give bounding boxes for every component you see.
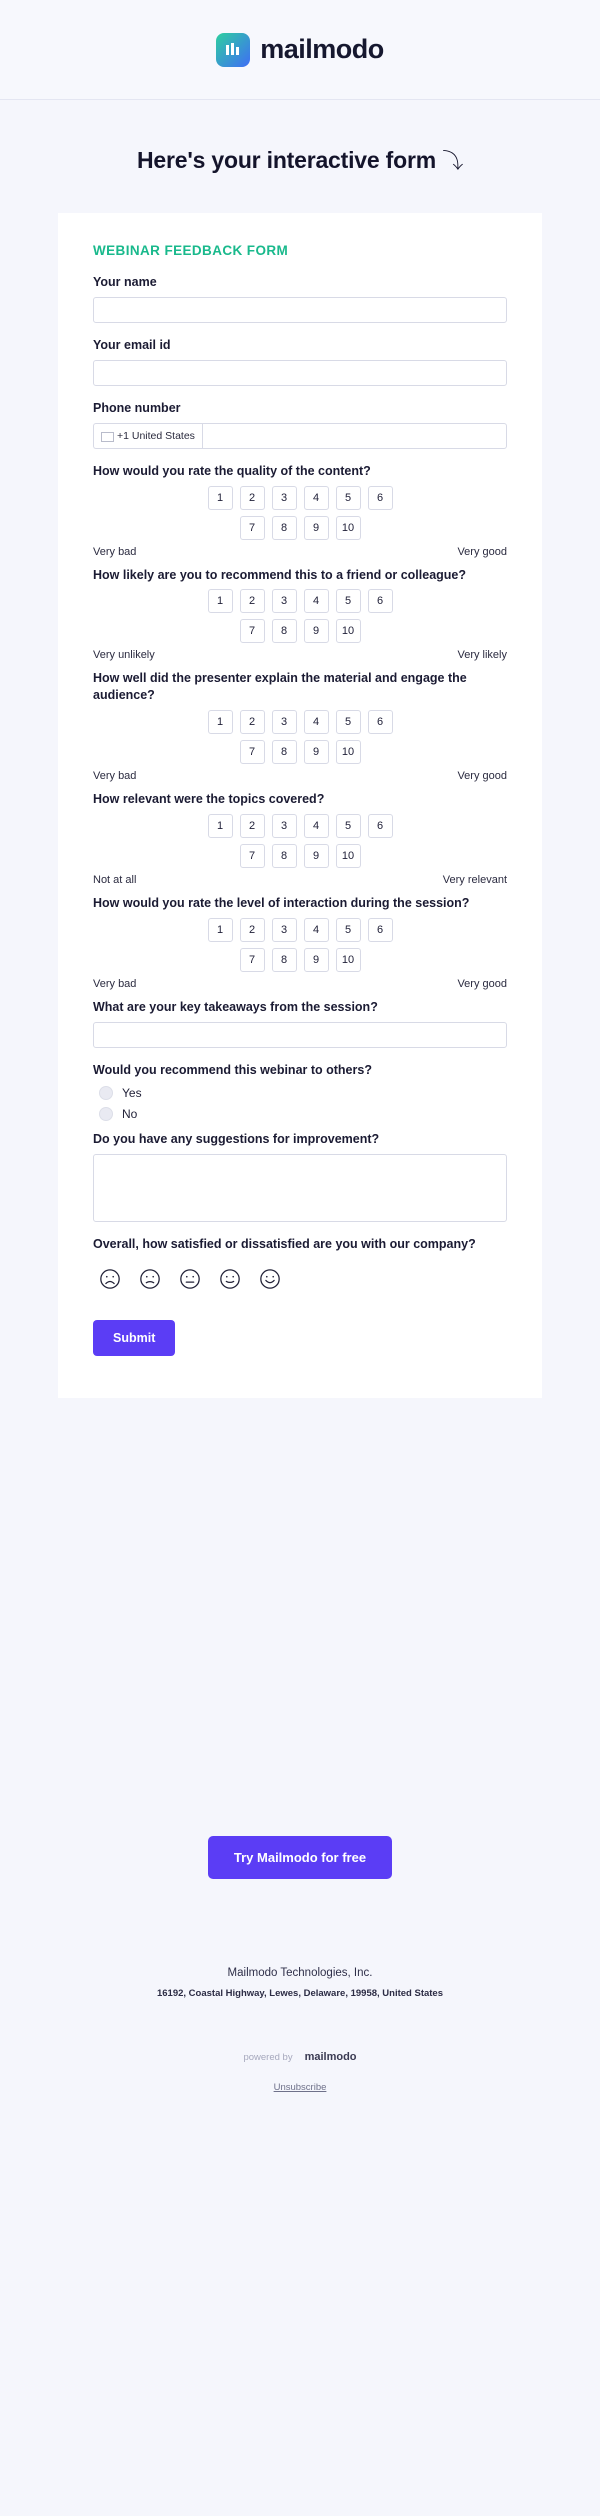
rating-option[interactable]: 6 (368, 710, 393, 734)
legend-low: Very bad (93, 545, 137, 558)
radio-button-icon[interactable] (99, 1086, 113, 1100)
rating-option[interactable]: 9 (304, 740, 329, 764)
rating-block-content-quality (93, 463, 507, 558)
satisfaction-label: Overall, how satisfied or dissatisfied are you with our company? (93, 1236, 476, 1251)
email-input[interactable] (93, 360, 507, 386)
rating-option[interactable]: 3 (272, 814, 297, 838)
phone-row (93, 423, 507, 449)
rating-block-interaction (93, 895, 507, 990)
rating-option[interactable]: 5 (336, 486, 361, 510)
rating-option[interactable]: 9 (304, 516, 329, 540)
try-mailmodo-button[interactable]: Try Mailmodo for free (208, 1836, 392, 1879)
rating-option[interactable]: 3 (272, 710, 297, 734)
rating-option[interactable]: 10 (336, 516, 361, 540)
rating-option[interactable]: 8 (272, 948, 297, 972)
rating-option[interactable]: 4 (304, 486, 329, 510)
rating-block-presenter (93, 670, 507, 782)
rating-option[interactable]: 5 (336, 918, 361, 942)
rating-row-top (93, 710, 507, 734)
powered-by-label: powered by (243, 2051, 293, 2063)
rating-option[interactable]: 2 (240, 589, 265, 613)
slightly-smiling-face-icon[interactable] (219, 1268, 241, 1290)
rating-row-top (93, 486, 507, 510)
rating-option[interactable]: 2 (240, 710, 265, 734)
rating-option[interactable]: 8 (272, 516, 297, 540)
powered-by (20, 2051, 580, 2063)
smiling-face-icon[interactable] (259, 1268, 281, 1290)
takeaways-input[interactable] (93, 1022, 507, 1048)
rating-label: How would you rate the level of interaction during the session? (93, 896, 470, 910)
rating-option[interactable]: 10 (336, 948, 361, 972)
legend-high: Very relevant (442, 874, 507, 886)
legend-low: Very unlikely (93, 649, 155, 662)
rating-label: How well did the presenter explain the material and engage the audience? (93, 671, 467, 703)
rating-option[interactable]: 6 (368, 589, 393, 613)
mailmodo-logo-icon (216, 33, 250, 67)
legend-low: Very bad (93, 977, 137, 990)
rating-row-top (93, 918, 507, 942)
radio-label: No (122, 1106, 138, 1121)
unsubscribe-link[interactable]: Unsubscribe (273, 2082, 327, 2094)
rating-option[interactable]: 5 (336, 814, 361, 838)
rating-option[interactable]: 6 (368, 918, 393, 942)
rating-label: How relevant were the topics covered? (93, 792, 325, 807)
rating-option[interactable]: 4 (304, 814, 329, 838)
rating-row-bottom (93, 516, 507, 540)
scale-legend (93, 649, 507, 661)
footer-company-name: Mailmodo Technologies, Inc. (227, 1967, 373, 1980)
rating-row-bottom (93, 948, 507, 972)
legend-low: Very bad (93, 770, 137, 783)
country-code-select[interactable] (93, 423, 202, 449)
page-title-text: Here's your interactive form (137, 147, 436, 173)
scale-legend (93, 770, 507, 782)
scale-legend (93, 978, 507, 990)
legend-high: Very good (457, 977, 507, 990)
name-input[interactable] (93, 297, 507, 323)
brand-lockup (216, 33, 384, 67)
rating-label: How would you rate the quality of the content? (93, 463, 371, 478)
rating-option[interactable]: 4 (304, 710, 329, 734)
brand-name: mailmodo (260, 34, 384, 64)
rating-option[interactable]: 2 (240, 814, 265, 838)
rating-row-top (93, 589, 507, 613)
rating-option[interactable]: 1 (208, 589, 233, 613)
rating-row-top (93, 814, 507, 838)
suggestions-label: Do you have any suggestions for improvement? (93, 1131, 380, 1146)
layout-spacer (0, 1398, 600, 1828)
rating-option[interactable]: 6 (368, 814, 393, 838)
brand-header (0, 0, 600, 100)
takeaways-label: What are your key takeaways from the session? (93, 999, 378, 1014)
suggestions-textarea[interactable] (93, 1154, 507, 1222)
footer (0, 1879, 600, 2119)
recommend-label: Would you recommend this webinar to others? (93, 1062, 372, 1077)
rating-block-recommend-friend (93, 567, 507, 662)
rating-option[interactable]: 10 (336, 740, 361, 764)
rating-option[interactable]: 5 (336, 589, 361, 613)
rating-option[interactable]: 9 (304, 948, 329, 972)
page-title (0, 100, 600, 213)
rating-option[interactable]: 4 (304, 589, 329, 613)
phone-label: Phone number (93, 400, 181, 415)
rating-option[interactable]: 9 (304, 619, 329, 643)
cta-section (0, 1828, 600, 1879)
scale-legend (93, 874, 507, 886)
rating-option[interactable]: 3 (272, 589, 297, 613)
rating-option[interactable]: 5 (336, 710, 361, 734)
rating-option[interactable]: 7 (240, 740, 265, 764)
neutral-face-icon[interactable] (179, 1268, 201, 1290)
rating-option[interactable]: 4 (304, 918, 329, 942)
rating-option[interactable]: 8 (272, 740, 297, 764)
rating-row-bottom (93, 619, 507, 643)
country-code-label: +1 United States (117, 429, 195, 442)
rating-option[interactable]: 9 (304, 844, 329, 868)
legend-low: Not at all (93, 874, 137, 886)
flag-icon (101, 432, 114, 442)
slightly-frowning-face-icon[interactable] (139, 1268, 161, 1290)
rating-option[interactable]: 2 (240, 918, 265, 942)
rating-option[interactable]: 8 (272, 619, 297, 643)
rating-option[interactable]: 8 (272, 844, 297, 868)
frowning-face-icon[interactable] (99, 1268, 121, 1290)
scale-legend (93, 546, 507, 558)
rating-option[interactable]: 1 (208, 814, 233, 838)
curved-arrow-icon: ⤵ (442, 150, 463, 173)
rating-row-bottom (93, 844, 507, 868)
radio-button-icon[interactable] (99, 1107, 113, 1121)
rating-option[interactable]: 6 (368, 486, 393, 510)
rating-block-topic-relevance (93, 791, 507, 886)
name-label: Your name (93, 275, 157, 289)
rating-option[interactable]: 7 (240, 619, 265, 643)
rating-option[interactable]: 10 (336, 844, 361, 868)
rating-option[interactable]: 7 (240, 844, 265, 868)
phone-input[interactable] (202, 423, 507, 449)
form-card (58, 213, 542, 1398)
rating-option[interactable]: 7 (240, 948, 265, 972)
rating-option[interactable]: 3 (272, 918, 297, 942)
form-heading: WEBINAR FEEDBACK FORM (93, 243, 289, 258)
footer-address: 16192, Coastal Highway, Lewes, Delaware, 19958, United States (156, 1988, 443, 2000)
radio-option-no[interactable] (99, 1107, 507, 1121)
legend-high: Very good (457, 770, 507, 783)
powered-by-brand: mailmodo (304, 2051, 357, 2064)
radio-option-yes[interactable] (99, 1086, 507, 1100)
satisfaction-scale (99, 1268, 507, 1290)
rating-option[interactable]: 7 (240, 516, 265, 540)
rating-option[interactable]: 2 (240, 486, 265, 510)
radio-label: Yes (122, 1085, 142, 1100)
rating-option[interactable]: 3 (272, 486, 297, 510)
legend-high: Very likely (457, 649, 507, 662)
email-label: Your email id (93, 337, 171, 352)
rating-label: How likely are you to recommend this to a friend or colleague? (93, 567, 466, 582)
rating-option[interactable]: 1 (208, 486, 233, 510)
rating-option[interactable]: 10 (336, 619, 361, 643)
legend-high: Very good (457, 545, 507, 558)
rating-row-bottom (93, 740, 507, 764)
rating-option[interactable]: 1 (208, 918, 233, 942)
rating-option[interactable]: 1 (208, 710, 233, 734)
submit-button[interactable]: Submit (93, 1320, 175, 1356)
